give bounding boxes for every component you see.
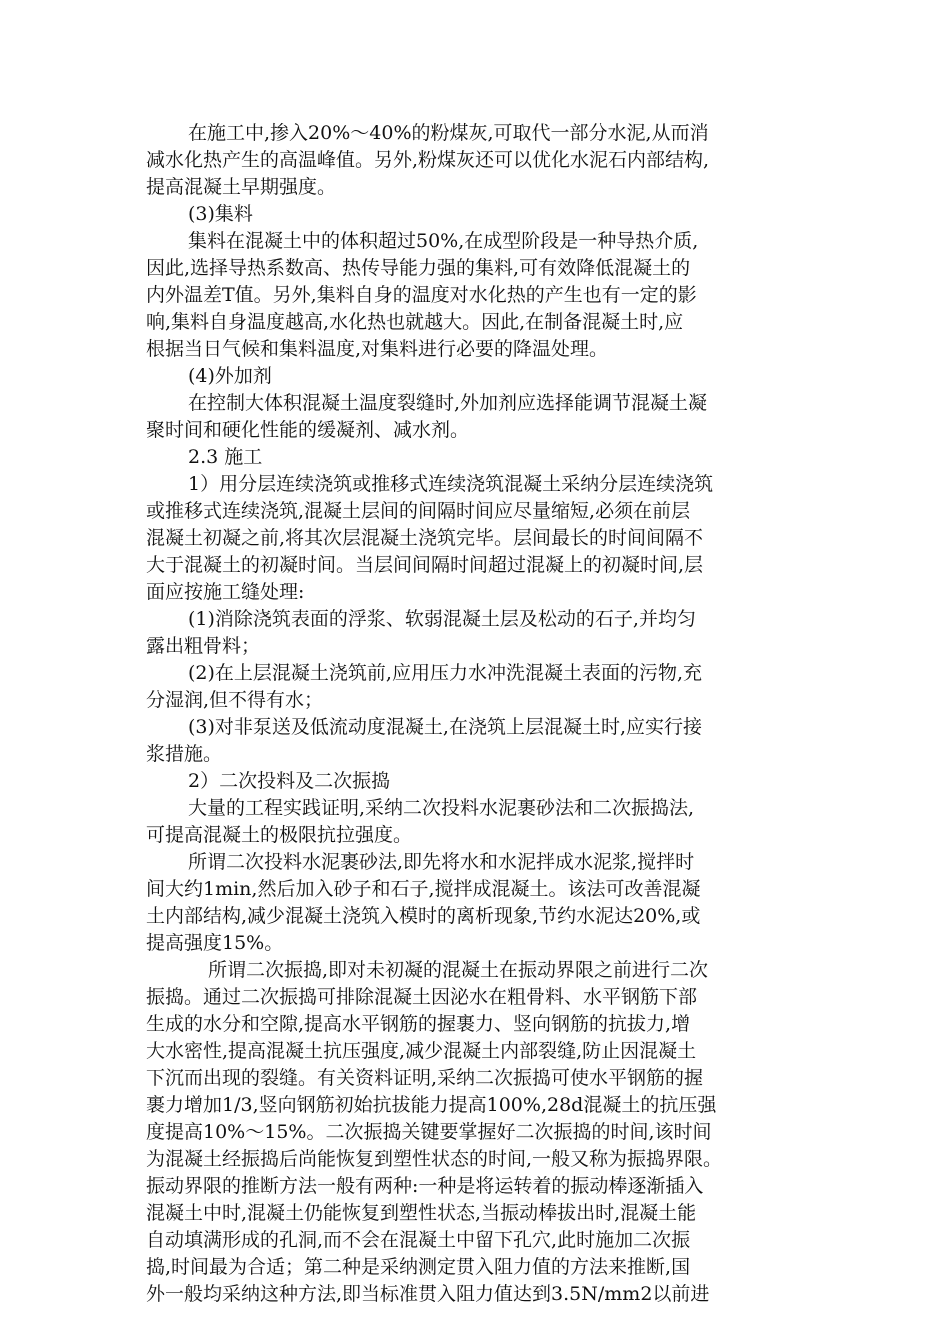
- text-line: 生成的水分和空隙,提高水平钢筋的握裹力、竖向钢筋的抗拔力,增: [146, 1013, 691, 1035]
- text-line: 集料在混凝土中的体积超过50%,在成型阶段是一种导热介质,: [188, 230, 699, 252]
- text-line: 下沉而出现的裂缝。有关资料证明,采纳二次振捣可使水平钢筋的握: [146, 1067, 704, 1089]
- text-line: 自动填满形成的孔洞,而不会在混凝土中留下孔穴,此时施加二次振: [146, 1229, 691, 1251]
- text-line: 提高强度15%。: [146, 932, 284, 954]
- text-line: 减水化热产生的高温峰值。另外,粉煤灰还可以优化水泥石内部结构,: [146, 149, 710, 171]
- text-line: 露出粗骨料；: [146, 635, 261, 657]
- text-line: 内外温差T值。另外,集料自身的温度对水化热的产生也有一定的影: [146, 284, 697, 306]
- text-line: 裹力增加1/3,竖向钢筋初始抗拔能力提高100%,28d混凝土的抗压强: [146, 1094, 717, 1116]
- text-line: 土内部结构,减少混凝土浇筑入模时的离析现象,节约水泥达20%,或: [146, 905, 701, 927]
- text-line: 混凝土初凝之前,将其次层混凝土浇筑完毕。层间最长的时间间隔不: [146, 527, 704, 549]
- text-line: 因此,选择导热系数高、热传导能力强的集料,可有效降低混凝土的: [146, 257, 691, 279]
- text-line: 振捣。通过二次振捣可排除混凝土因泌水在粗骨料、水平钢筋下部: [146, 986, 698, 1008]
- list-item: (3)对非泵送及低流动度混凝土,在浇筑上层混凝土时,应实行接: [188, 716, 702, 738]
- list-item: (2)在上层混凝土浇筑前,应用压力水冲洗混凝土表面的污物,充: [188, 662, 702, 684]
- list-item: (1)消除浇筑表面的浮浆、软弱混凝土层及松动的石子,并均匀: [188, 608, 696, 630]
- section-heading: 2.3 施工: [188, 446, 263, 468]
- text-line: 混凝土中时,混凝土仍能恢复到塑性状态,当振动棒拔出时,混凝土能: [146, 1202, 697, 1224]
- text-line: 聚时间和硬化性能的缓凝剂、减水剂。: [146, 419, 470, 441]
- text-line: 或推移式连续浇筑,混凝土层间的间隔时间应尽量缩短,必须在前层: [146, 500, 691, 522]
- text-line: 外一般均采纳这种方法,即当标准贯入阻力值达到3.5N/mm2以前进: [146, 1283, 710, 1305]
- text-line: 大水密性,提高混凝土抗压强度,减少混凝土内部裂缝,防止因混凝土: [146, 1040, 697, 1062]
- text-line: 分湿润,但不得有水；: [146, 689, 324, 711]
- text-line: 浆措施。: [146, 743, 223, 765]
- text-line: 根据当日气候和集料温度,对集料进行必要的降温处理。: [146, 338, 609, 360]
- body-text: [146, 120, 826, 1308]
- text-line: 面应按施工缝处理:: [146, 581, 305, 603]
- text-line: 1）用分层连续浇筑或推移式连续浇筑混凝土采纳分层连续浇筑: [188, 473, 714, 495]
- text-line: 为混凝土经振捣后尚能恢复到塑性状态的时间,一般又称为振捣界限。: [146, 1148, 723, 1170]
- text-line: 大于混凝土的初凝时间。当层间间隔时间超过混凝上的初凝时间,层: [146, 554, 704, 576]
- text-line: 捣,时间最为合适；第二种是采纳测定贯入阻力值的方法来推断,国: [146, 1256, 691, 1278]
- text-line: 所谓二次振捣,即对未初凝的混凝土在振动界限之前进行二次: [208, 959, 709, 981]
- text-line: 提高混凝土早期强度。: [146, 176, 337, 198]
- section-heading: 2）二次投料及二次振捣: [188, 770, 391, 792]
- text-line: 在施工中,掺入20%～40%的粉煤灰,可取代一部分水泥,从而消: [188, 122, 709, 144]
- text-line: 可提高混凝土的极限抗拉强度。: [146, 824, 413, 846]
- text-line: 振动界限的推断方法一般有两种:一种是将运转着的振动棒逐渐插入: [146, 1175, 704, 1197]
- text-line: 所谓二次投料水泥裹砂法,即先将水和水泥拌成水泥浆,搅拌时: [188, 851, 695, 873]
- section-heading: (3)集料: [188, 203, 253, 225]
- text-line: 在控制大体积混凝土温度裂缝时,外加剂应选择能调节混凝土凝: [188, 392, 708, 414]
- text-line: 度提高10%～15%。二次振捣关键要掌握好二次振捣的时间,该时间: [146, 1121, 712, 1143]
- text-line: 间大约1min,然后加入砂子和石子,搅拌成混凝土。该法可改善混凝: [146, 878, 701, 900]
- text-line: 大量的工程实践证明,采纳二次投料水泥裹砂法和二次振捣法,: [188, 797, 695, 819]
- section-heading: (4)外加剂: [188, 365, 272, 387]
- text-line: 响,集料自身温度越高,水化热也就越大。因此,在制备混凝土时,应: [146, 311, 684, 333]
